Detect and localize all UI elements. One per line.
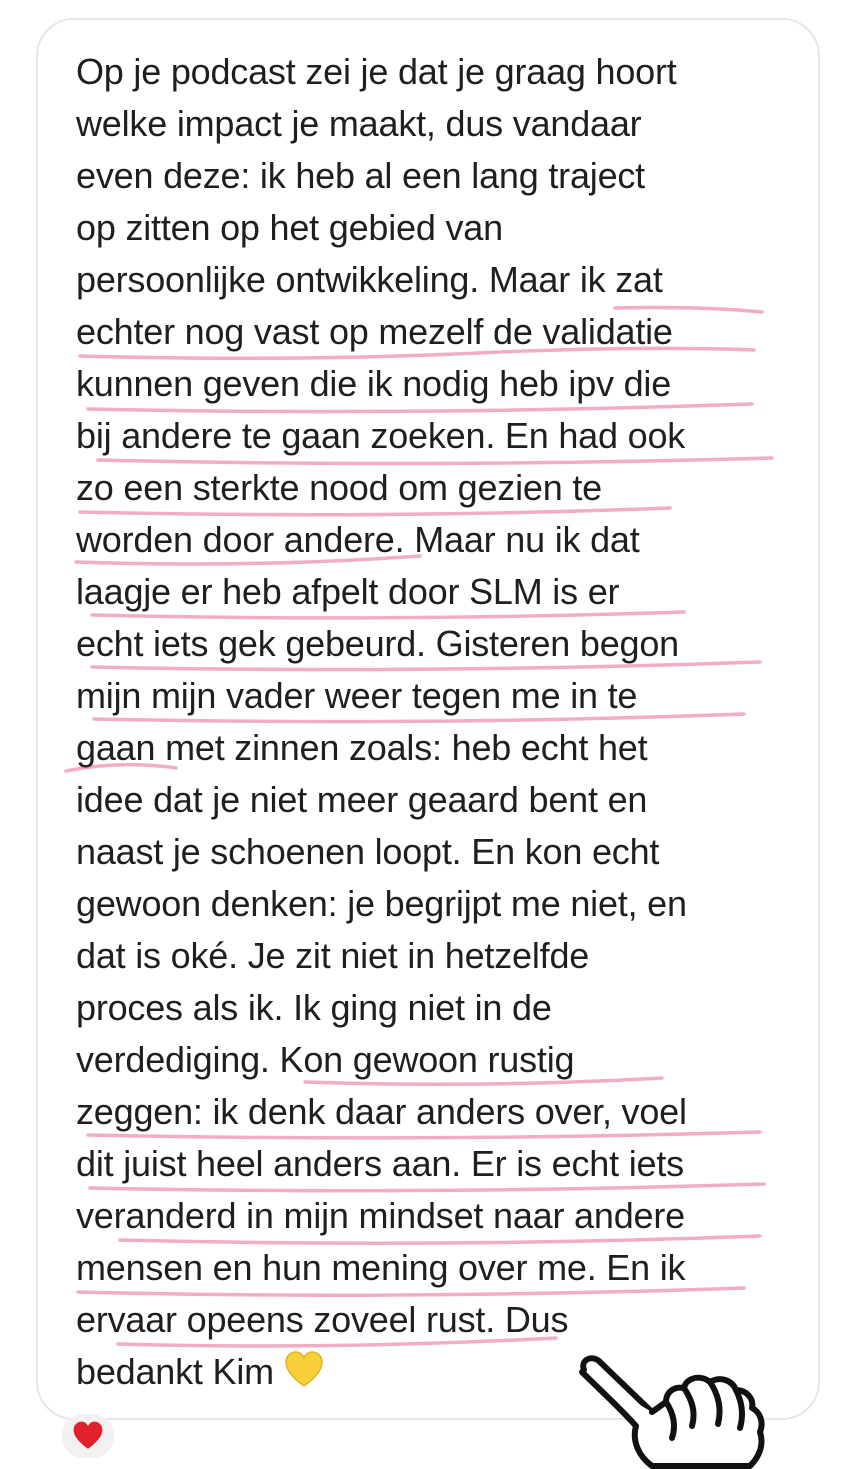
message-line: gewoon denken: je begrijpt me niet, en: [76, 883, 687, 924]
pointing-hand-icon: [574, 1352, 774, 1469]
message-line: bedankt Kim: [76, 1351, 274, 1392]
message-line: dat is oké. Je zit niet in hetzelfde: [76, 935, 590, 976]
message-line: ervaar opeens zoveel rust. Dus: [76, 1299, 569, 1340]
message-line: even deze: ik heb al een lang traject: [76, 155, 645, 196]
reaction-badge[interactable]: [62, 1414, 114, 1458]
message-line: bij andere te gaan zoeken. En had ook: [76, 415, 686, 456]
message-line: verdediging. Kon gewoon rustig: [76, 1039, 575, 1080]
message-line: veranderd in mijn mindset naar andere: [76, 1195, 685, 1236]
message-text: [76, 46, 796, 1398]
message-line: dit juist heel anders aan. Er is echt iets: [76, 1143, 684, 1184]
message-line: zeggen: ik denk daar anders over, voel: [76, 1091, 687, 1132]
message-line: gaan met zinnen zoals: heb echt het: [76, 727, 648, 768]
message-line: worden door andere. Maar nu ik dat: [76, 519, 640, 560]
message-line: mensen en hun mening over me. En ik: [76, 1247, 686, 1288]
message-line: echter nog vast op mezelf de validatie: [76, 311, 673, 352]
message-line: laagje er heb afpelt door SLM is er: [76, 571, 620, 612]
yellow-heart-icon: [284, 1350, 324, 1390]
message-line: kunnen geven die ik nodig heb ipv die: [76, 363, 672, 404]
message-line: op zitten op het gebied van: [76, 207, 503, 248]
message-line: zo een sterkte nood om gezien te: [76, 467, 602, 508]
message-line: idee dat je niet meer geaard bent en: [76, 779, 648, 820]
red-heart-icon: [72, 1420, 104, 1452]
message-line: welke impact je maakt, dus vandaar: [76, 103, 642, 144]
message-line: echt iets gek gebeurd. Gisteren begon: [76, 623, 680, 664]
message-line: Op je podcast zei je dat je graag hoort: [76, 51, 677, 92]
message-line: proces als ik. Ik ging niet in de: [76, 987, 552, 1028]
message-line: persoonlijke ontwikkeling. Maar ik zat: [76, 259, 663, 300]
message-line: mijn mijn vader weer tegen me in te: [76, 675, 638, 716]
message-line: naast je schoenen loopt. En kon echt: [76, 831, 660, 872]
